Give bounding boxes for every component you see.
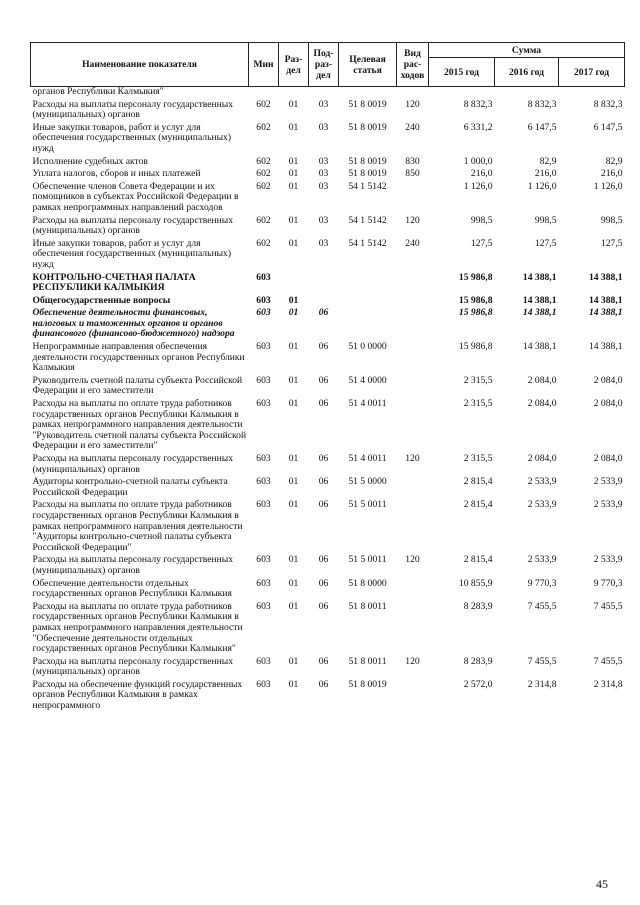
cell-name: Иные закупки товаров, работ и услуг для обеспечения государственных (муниципальных) нужд <box>32 237 232 270</box>
cell-min: 602 <box>256 155 271 167</box>
cell-2017: 7 455,5 <box>593 600 623 612</box>
cell-2015: 2 315,5 <box>463 453 493 464</box>
cell-statya <box>339 87 397 98</box>
cell-2016 <box>495 87 559 98</box>
table-row <box>31 214 625 237</box>
cell-2015: 216,0 <box>470 168 493 180</box>
header-name: Наименование показателя <box>31 43 249 87</box>
cell-podrazdel: 06 <box>318 398 329 410</box>
cell-name: Расходы на выплаты персоналу государственных (муниципальных) органов <box>32 214 234 237</box>
cell-razdel: 01 <box>288 453 299 464</box>
cell-2015: 15 986,8 <box>458 307 493 319</box>
cell-name: Руководитель счетной палаты субъекта Российской Федерации и его заместители <box>32 374 243 397</box>
cell-2015: 10 855,9 <box>458 577 493 589</box>
cell-2015: 2 815,4 <box>463 499 493 511</box>
table-row <box>31 237 625 271</box>
cell-2016: 2 084,0 <box>527 374 557 386</box>
cell-2016: 14 388,1 <box>522 271 557 283</box>
cell-2016: 14 388,1 <box>522 341 557 353</box>
cell-min: 602 <box>256 214 271 226</box>
cell-vid <box>397 340 429 374</box>
header-statya: Целевая статья <box>339 43 397 87</box>
cell-2015: 1 000,0 <box>463 155 493 167</box>
cell-name: Уплата налогов, сборов и иных платежей <box>32 168 201 180</box>
cell-min: 603 <box>256 341 271 353</box>
cell-razdel: 01 <box>288 476 299 488</box>
cell-name: Расходы на обеспечение функций государственных органов Республики Калмыкия в рамках непрограммного <box>32 678 243 712</box>
cell-statya: 51 8 0019 <box>348 155 387 167</box>
cell-2016: 2 084,0 <box>527 398 557 410</box>
cell-2017: 216,0 <box>600 168 623 180</box>
cell-vid: 830 <box>405 155 420 167</box>
table-row <box>31 600 625 655</box>
cell-name: Обеспечение членов Совета Федерации и их помощников в субъектах Российской Федерации в рамках непрограммных направлений расходов <box>32 180 239 213</box>
table-row <box>31 498 625 553</box>
cell-razdel: 01 <box>288 168 299 180</box>
cell-podrazdel: 06 <box>318 374 329 386</box>
cell-name: Аудиторы контрольно-счетной палаты субъекта Российской Федерации <box>32 476 228 498</box>
cell-2015: 8 832,3 <box>463 98 493 110</box>
cell-min: 602 <box>256 237 271 249</box>
cell-2016: 82,9 <box>539 155 557 167</box>
cell-min: 603 <box>256 678 271 690</box>
cell-2017: 2 533,9 <box>593 499 623 511</box>
cell-2016: 2 314,8 <box>527 678 557 690</box>
cell-vid <box>397 600 429 655</box>
cell-podrazdel: 03 <box>318 214 329 226</box>
cell-2015: 1 126,0 <box>463 180 493 192</box>
cell-podrazdel: 06 <box>318 577 329 589</box>
cell-name: Расходы на выплаты персоналу государственных (муниципальных) органов <box>32 554 234 576</box>
cell-vid <box>397 498 429 553</box>
cell-name: Иные закупки товаров, работ и услуг для обеспечения государственных (муниципальных) нужд <box>32 121 232 154</box>
cell-2017: 82,9 <box>605 155 623 167</box>
cell-2015: 2 572,0 <box>463 678 493 690</box>
cell-razdel: 01 <box>288 98 299 110</box>
cell-statya: 51 4 0000 <box>348 374 387 386</box>
cell-2017: 7 455,5 <box>593 655 623 667</box>
cell-2017: 2 084,0 <box>593 398 623 410</box>
cell-razdel: 01 <box>288 237 299 249</box>
cell-statya: 51 5 0011 <box>348 554 387 566</box>
cell-vid: 850 <box>405 168 420 180</box>
cell-min: 603 <box>256 476 271 488</box>
cell-min <box>249 87 279 98</box>
cell-name: органов Республики Калмыкия" <box>32 86 164 97</box>
cell-2017: 1 126,0 <box>593 180 623 192</box>
cell-2017: 6 147,5 <box>593 121 623 133</box>
table-row <box>31 121 625 155</box>
cell-2017: 2 533,9 <box>593 476 623 488</box>
cell-2015: 15 986,8 <box>458 294 493 306</box>
cell-podrazdel: 03 <box>318 121 329 133</box>
cell-2016: 216,0 <box>534 168 557 180</box>
cell-podrazdel: 06 <box>318 476 329 488</box>
cell-razdel <box>279 87 309 98</box>
cell-2016: 2 084,0 <box>527 453 557 464</box>
header-2016: 2016 год <box>495 58 559 87</box>
cell-podrazdel: 06 <box>318 554 329 566</box>
cell-2015: 2 315,5 <box>463 374 493 386</box>
table-row <box>31 577 625 600</box>
cell-razdel: 01 <box>288 499 299 511</box>
cell-2016: 14 388,1 <box>522 307 557 319</box>
cell-name: Общегосударственные вопросы <box>32 294 171 306</box>
cell-2015 <box>429 87 495 98</box>
cell-2017: 2 084,0 <box>593 453 623 464</box>
cell-statya <box>339 294 397 307</box>
cell-razdel: 01 <box>288 294 299 306</box>
table-row <box>31 306 625 340</box>
cell-vid <box>397 180 429 214</box>
cell-statya: 51 4 0011 <box>348 398 387 410</box>
cell-2015: 8 283,9 <box>463 600 493 612</box>
cell-vid: 120 <box>405 98 420 110</box>
cell-statya: 51 8 0019 <box>348 98 387 110</box>
cell-2017: 9 770,3 <box>593 577 623 589</box>
cell-podrazdel <box>309 87 339 98</box>
cell-min: 603 <box>256 374 271 386</box>
cell-name: Обеспечение деятельности финансовых, налоговых и таможенных органов и органов финансового (финансово-бюджетного) надзора <box>32 307 235 340</box>
cell-name: Расходы на выплаты персоналу государственных (муниципальных) органов <box>32 98 234 121</box>
header-2015: 2015 год <box>429 58 495 87</box>
cell-2016: 7 455,5 <box>527 600 557 612</box>
table-row <box>31 475 625 498</box>
cell-name: Расходы на выплаты персоналу государственных (муниципальных) органов <box>32 655 234 678</box>
cell-min: 603 <box>256 294 271 306</box>
cell-statya: 54 1 5142 <box>348 237 387 249</box>
table-row <box>31 271 625 294</box>
cell-name: Непрограммные направления обеспечения деятельности государственных органов Республики Калмыкия <box>32 341 245 374</box>
cell-min: 603 <box>256 577 271 589</box>
cell-2016: 8 832,3 <box>527 98 557 110</box>
table-row <box>31 87 625 98</box>
cell-2017: 998,5 <box>600 214 623 226</box>
cell-podrazdel: 03 <box>318 180 329 192</box>
cell-vid <box>397 294 429 307</box>
header-vid: Вид рас- ходов <box>397 43 429 87</box>
cell-podrazdel: 03 <box>318 168 329 180</box>
cell-vid: 240 <box>405 237 420 249</box>
cell-name: Исполнение судебных актов <box>32 155 148 167</box>
table-row <box>31 167 625 180</box>
cell-razdel: 01 <box>288 155 299 167</box>
cell-min: 603 <box>256 499 271 511</box>
cell-razdel: 01 <box>288 307 299 319</box>
table-body <box>31 87 625 712</box>
cell-name: Расходы на выплаты по оплате труда работников государственных органов Республики Калмыкия в рамках непрограммного направления деятельности "Руководитель счетной палаты субъекта Российской Федерации и его заместители" <box>32 398 247 452</box>
cell-statya <box>339 306 397 340</box>
cell-statya: 51 8 0000 <box>348 577 387 589</box>
cell-2017 <box>559 87 625 98</box>
cell-vid: 120 <box>405 554 420 566</box>
table-row <box>31 294 625 307</box>
cell-2016: 2 533,9 <box>527 554 557 566</box>
cell-vid <box>397 577 429 600</box>
cell-statya: 51 5 0011 <box>348 499 387 511</box>
cell-vid <box>397 475 429 498</box>
cell-vid <box>397 397 429 452</box>
cell-statya: 51 8 0019 <box>348 121 387 133</box>
cell-2016: 2 533,9 <box>527 499 557 511</box>
cell-min: 603 <box>256 453 271 464</box>
cell-podrazdel <box>309 271 339 294</box>
cell-vid: 120 <box>405 655 420 667</box>
cell-min: 603 <box>256 554 271 566</box>
cell-min: 602 <box>256 168 271 180</box>
cell-razdel: 01 <box>288 121 299 133</box>
cell-podrazdel: 06 <box>318 453 329 464</box>
cell-podrazdel: 06 <box>318 307 329 319</box>
cell-2016: 998,5 <box>534 214 557 226</box>
cell-name: Расходы на выплаты по оплате труда работников государственных органов Республики Калмыкия в рамках непрограммного направления деятельности "Аудиторы контрольно-счетной палаты субъекта Российской Федерации" <box>32 499 243 553</box>
cell-2017: 2 084,0 <box>593 374 623 386</box>
cell-vid <box>397 87 429 98</box>
cell-2015: 15 986,8 <box>458 271 493 283</box>
cell-statya: 51 0 0000 <box>348 341 387 353</box>
cell-min: 603 <box>256 655 271 667</box>
table-row <box>31 180 625 214</box>
cell-2016: 7 455,5 <box>527 655 557 667</box>
table-row <box>31 553 625 576</box>
cell-podrazdel: 03 <box>318 98 329 110</box>
cell-statya: 54 1 5142 <box>348 214 387 226</box>
cell-2015: 15 986,8 <box>458 341 493 353</box>
cell-vid: 120 <box>405 214 420 226</box>
cell-min: 603 <box>256 600 271 612</box>
cell-name: Расходы на выплаты персоналу государственных (муниципальных) органов <box>32 453 234 475</box>
table-row <box>31 655 625 678</box>
cell-vid: 120 <box>405 453 420 464</box>
table-row <box>31 452 625 475</box>
cell-razdel: 01 <box>288 655 299 667</box>
cell-vid <box>397 678 429 712</box>
cell-razdel <box>279 271 309 294</box>
table-row <box>31 374 625 397</box>
cell-podrazdel: 06 <box>318 655 329 667</box>
cell-2015: 998,5 <box>470 214 493 226</box>
cell-2016: 127,5 <box>534 237 557 249</box>
cell-vid <box>397 306 429 340</box>
cell-name: КОНТРОЛЬНО-СЧЕТНАЯ ПАЛАТА РЕСПУБЛИКИ КАЛМЫКИЯ <box>32 271 196 294</box>
cell-2015: 2 815,4 <box>463 476 493 488</box>
cell-2015: 2 315,5 <box>463 398 493 410</box>
cell-razdel: 01 <box>288 374 299 386</box>
cell-2015: 127,5 <box>470 237 493 249</box>
cell-2017: 14 388,1 <box>588 271 623 283</box>
cell-statya: 51 8 0011 <box>348 600 387 612</box>
header-summa: Сумма <box>429 43 625 58</box>
cell-2016: 14 388,1 <box>522 294 557 306</box>
budget-table-sheet <box>30 42 624 712</box>
cell-name: Обеспечение деятельности отдельных государственных органов Республики Калмыкия <box>32 577 232 600</box>
table-row <box>31 340 625 374</box>
cell-2015: 6 331,2 <box>463 121 493 133</box>
cell-min: 603 <box>256 271 271 283</box>
cell-min: 602 <box>256 180 271 192</box>
cell-2017: 127,5 <box>600 237 623 249</box>
cell-vid <box>397 374 429 397</box>
cell-statya: 51 8 0011 <box>348 655 387 667</box>
cell-2016: 2 533,9 <box>527 476 557 488</box>
cell-podrazdel: 06 <box>318 499 329 511</box>
cell-2017: 14 388,1 <box>588 307 623 319</box>
cell-podrazdel: 06 <box>318 600 329 612</box>
cell-razdel: 01 <box>288 341 299 353</box>
cell-statya: 51 4 0011 <box>348 453 387 464</box>
cell-razdel: 01 <box>288 600 299 612</box>
cell-vid <box>397 271 429 294</box>
budget-table <box>30 42 625 712</box>
cell-statya <box>339 271 397 294</box>
cell-2015: 8 283,9 <box>463 655 493 667</box>
cell-razdel: 01 <box>288 398 299 410</box>
cell-2017: 8 832,3 <box>593 98 623 110</box>
cell-podrazdel: 03 <box>318 237 329 249</box>
page-number: 45 <box>596 877 608 891</box>
cell-2017: 2 314,8 <box>593 678 623 690</box>
cell-podrazdel: 06 <box>318 341 329 353</box>
cell-podrazdel <box>309 294 339 307</box>
cell-razdel: 01 <box>288 554 299 566</box>
cell-vid: 240 <box>405 121 420 133</box>
cell-razdel: 01 <box>288 180 299 192</box>
cell-razdel: 01 <box>288 214 299 226</box>
cell-2015: 2 815,4 <box>463 554 493 566</box>
cell-podrazdel: 03 <box>318 155 329 167</box>
cell-statya: 51 8 0019 <box>348 678 387 690</box>
table-row <box>31 155 625 168</box>
table-row <box>31 397 625 452</box>
cell-min: 603 <box>256 398 271 410</box>
cell-razdel: 01 <box>288 577 299 589</box>
cell-2017: 14 388,1 <box>588 294 623 306</box>
cell-2017: 2 533,9 <box>593 554 623 566</box>
cell-2017: 14 388,1 <box>588 341 623 353</box>
cell-statya: 54 1 5142 <box>348 180 387 192</box>
header-min: Мин <box>249 43 279 87</box>
cell-2016: 1 126,0 <box>527 180 557 192</box>
header-podrazdel: Под- раз- дел <box>309 43 339 87</box>
cell-statya: 51 5 0000 <box>348 476 387 488</box>
cell-2016: 9 770,3 <box>527 577 557 589</box>
cell-statya: 51 8 0019 <box>348 168 387 180</box>
cell-min: 602 <box>256 98 271 110</box>
header-2017: 2017 год <box>559 58 625 87</box>
header-razdel: Раз- дел <box>279 43 309 87</box>
cell-name: Расходы на выплаты по оплате труда работников государственных органов Республики Калмыкия в рамках непрограммного направления деятельности "Обеспечение деятельности отдельных государственных органов Республики Калмыкия" <box>32 600 243 655</box>
cell-razdel: 01 <box>288 678 299 690</box>
cell-podrazdel: 06 <box>318 678 329 690</box>
cell-min: 603 <box>256 307 271 319</box>
table-row <box>31 98 625 121</box>
cell-2016: 6 147,5 <box>527 121 557 133</box>
table-row <box>31 678 625 712</box>
cell-min: 602 <box>256 121 271 133</box>
